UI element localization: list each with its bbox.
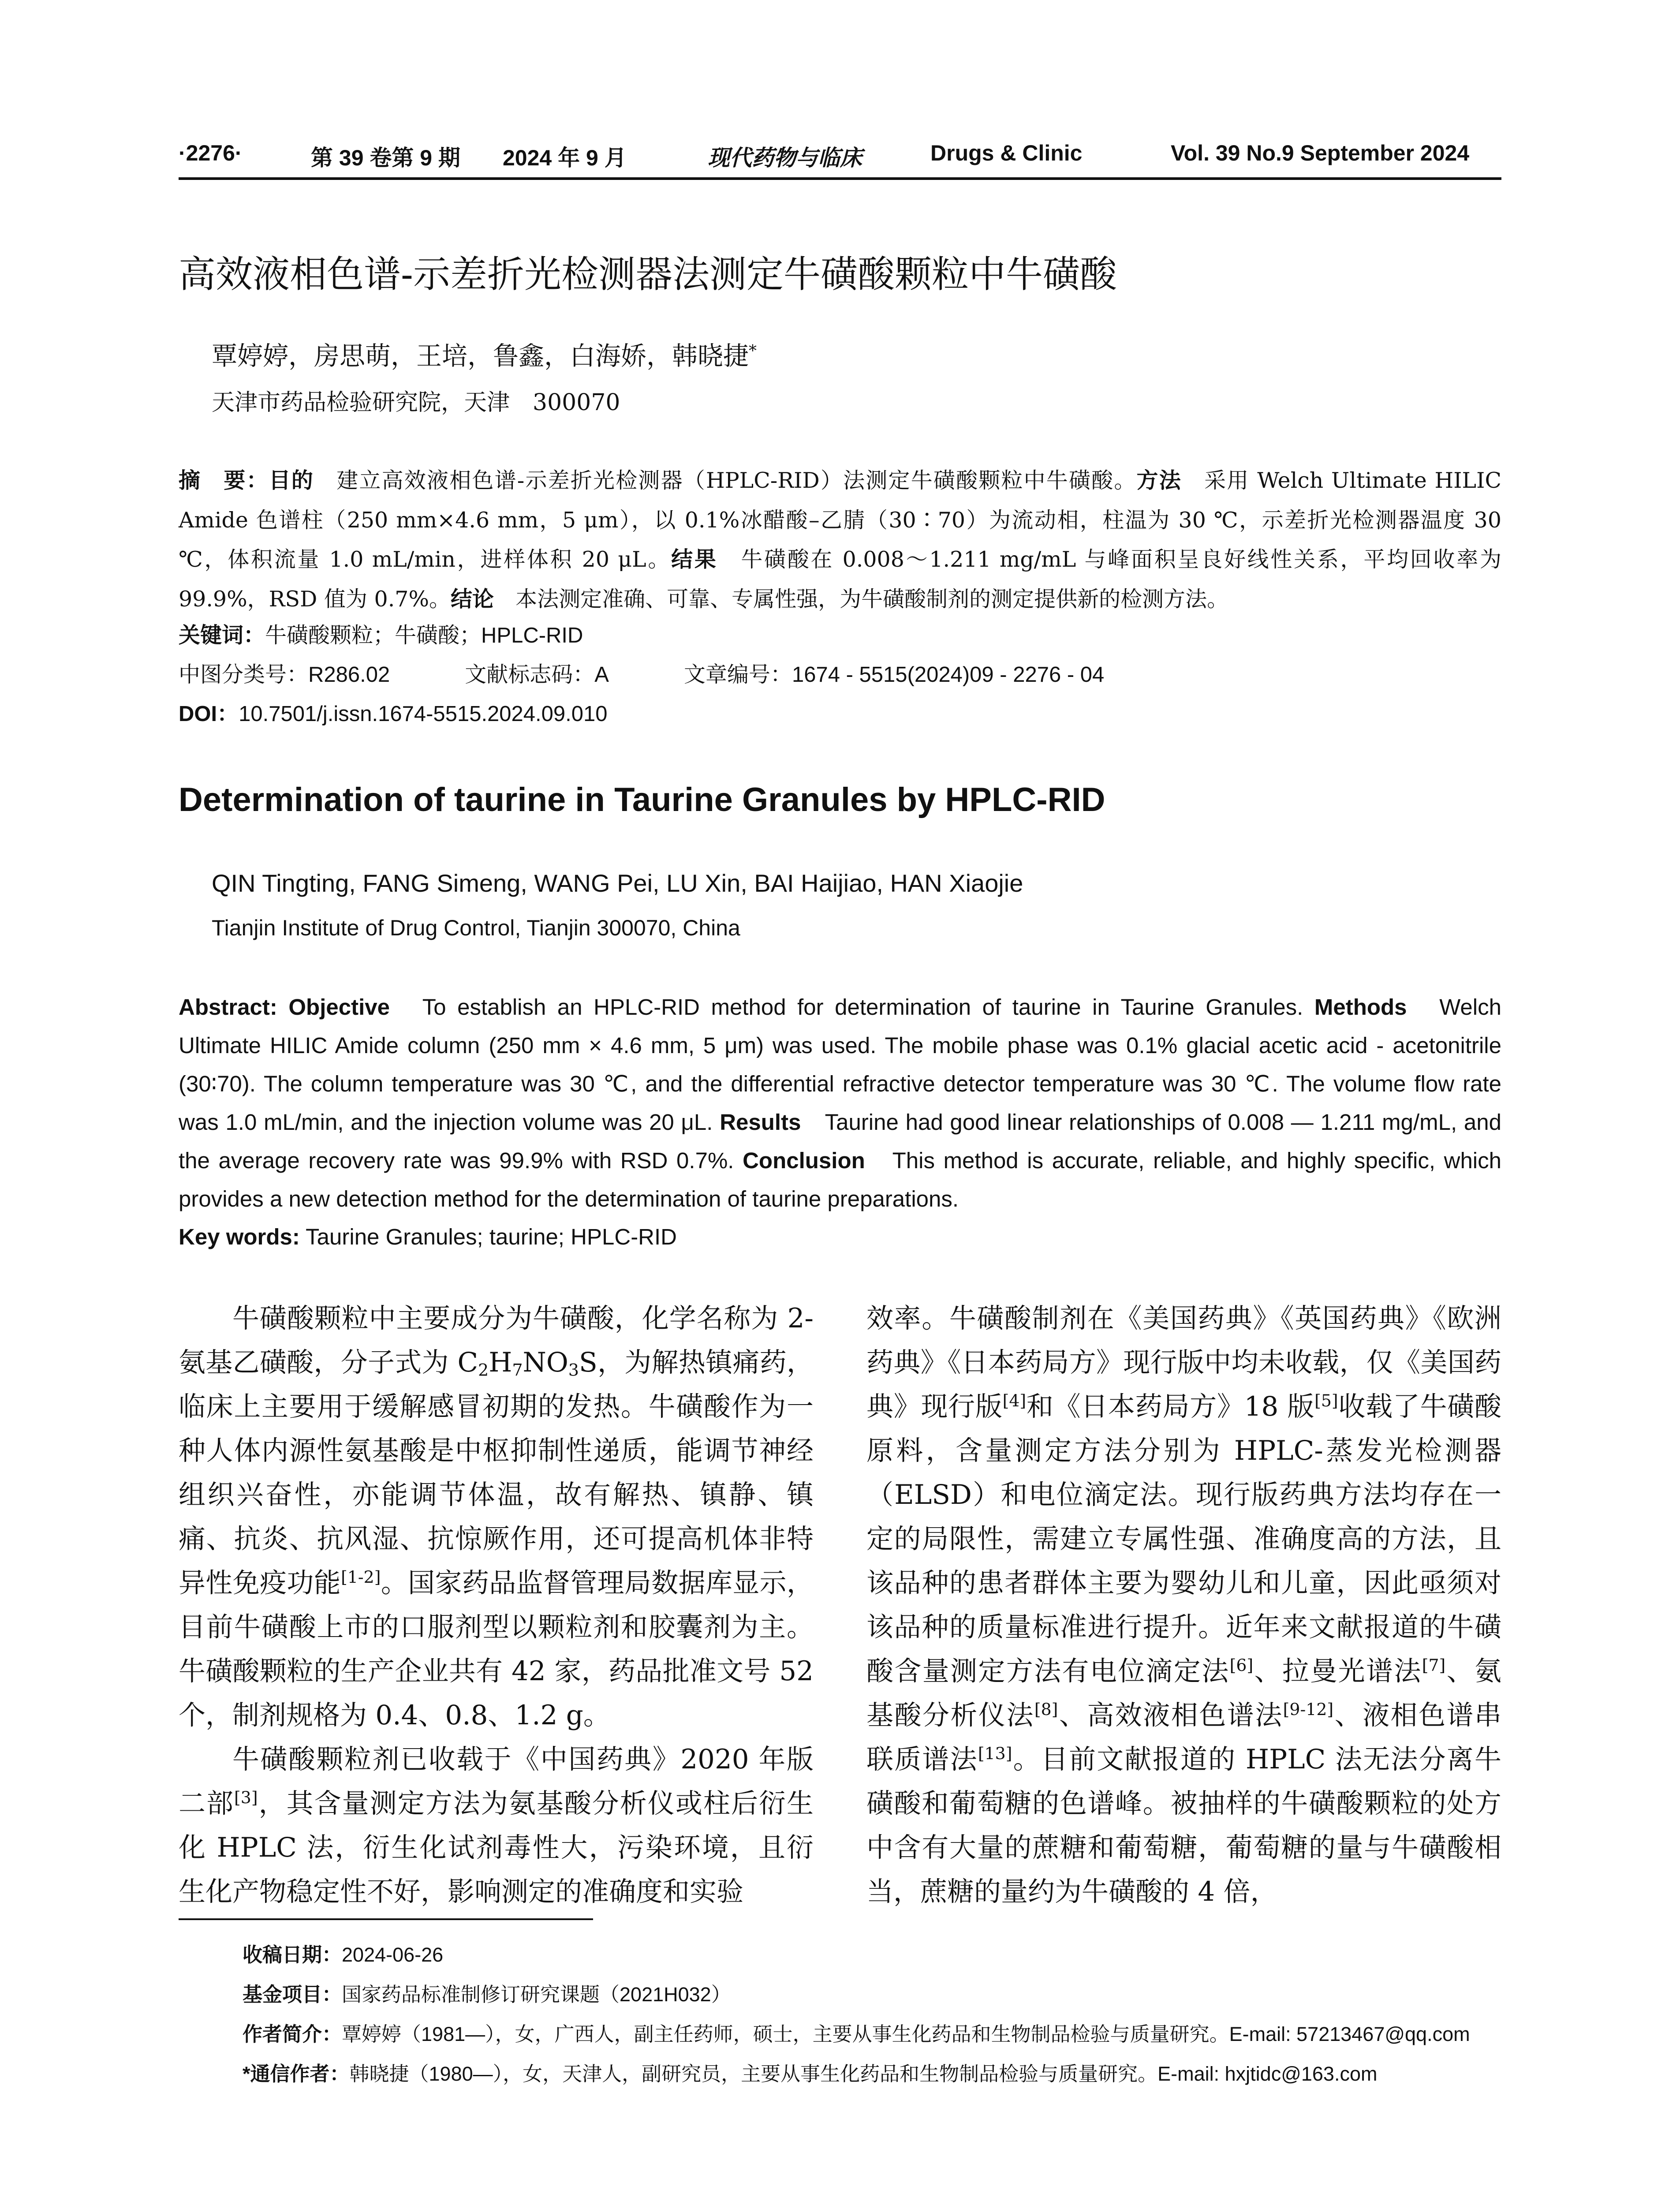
citation-ref: [8] xyxy=(1034,1700,1058,1719)
authors-en: QIN Tingting, FANG Simeng, WANG Pei, LU Xin, BAI Haijiao, HAN Xiaojie xyxy=(212,869,1023,897)
title-en: Determination of taurine in Taurine Granules by HPLC-RID xyxy=(179,781,1105,818)
body-text: 、高效液相色谱法 xyxy=(1058,1700,1283,1731)
abstract-cn-objective: 建立高效液相色谱-示差折光检测器（HPLC-RID）法测定牛磺酸颗粒中牛磺酸。 xyxy=(336,468,1137,493)
abstract-en-results: Taurine had good linear relationships of 0.008 — 1.211 mg/mL, and the average recovery rate was 99.9% with RSD 0.7%. xyxy=(179,1110,1501,1173)
abstract-en-methods-label: Methods xyxy=(1314,994,1407,1020)
footnote-label: *通信作者： xyxy=(243,2063,350,2085)
subscript: 3 xyxy=(568,1360,579,1380)
body-column-right xyxy=(866,1297,1501,1914)
abstract-cn-objective-label: 目的 xyxy=(269,469,314,493)
abstract-en-conclusion: This method is accurate, reliable, and highly specific, which provides a new detection method for the determination of taurine preparations. xyxy=(179,1148,1501,1211)
footnotes xyxy=(243,1935,1470,2094)
body-text: 收载了牛磺酸原料，含量测定方法分别为 HPLC-蒸发光检测器（ELSD）和电位滴定法。现行版药典方法均存在一定的局限性，需建立专属性强、准确度高的方法，且该品种的患者群体主要为婴幼儿和儿童，因此亟须对该品种的质量标准进行提升。近年来文献报道的牛磺酸含量测定方法有电位滴定法 xyxy=(866,1391,1501,1687)
footnote-author xyxy=(243,2014,1470,2054)
body-text: ，其含量测定方法为氨基酸分析仪或柱后衍生化 HPLC 法，衍生化试剂毒性大，污染环境，且衍生化产物稳定性不好，影响测定的准确度和实验 xyxy=(179,1788,814,1907)
document-code: 文献标志码：A xyxy=(465,663,609,687)
affiliation-cn: 天津市药品检验研究院，天津 300070 xyxy=(212,389,620,416)
doi-value: 10.7501/j.issn.1674-5515.2024.09.010 xyxy=(239,702,608,726)
body-text: S，为解热镇痛药，临床上主要用于缓解感冒初期的发热。牛磺酸作为一种人体内源性氨基酸是中枢抑制性递质，能调节神经组织兴奋性，亦能调节体温，故有解热、镇静、镇痛、抗炎、抗风湿、抗惊厥作用，还可提高机体非特异性免疫功能 xyxy=(179,1347,814,1599)
abstract-cn-results: 牛磺酸在 0.008～1.211 mg/mL 与峰面积呈良好线性关系，平均回收率为 99.9%，RSD 值为 0.7%。 xyxy=(179,547,1501,612)
running-header xyxy=(179,140,1501,176)
abstract-en-results-label: Results xyxy=(720,1110,801,1135)
abstract-cn-methods: 采用 Welch Ultimate HILIC Amide 色谱柱（250 mm×4.6 mm，5 μm），以 0.1%冰醋酸–乙腈（30∶70）为流动相，柱温为 30 ℃，示差折光检测器温度 30 ℃，体积流量 1.0 mL/min，进样体积 20 μL。 xyxy=(179,468,1501,572)
abstract-en-label: Abstract: xyxy=(179,994,277,1020)
abstract-en xyxy=(179,988,1501,1218)
body-text: NO xyxy=(523,1347,568,1378)
classification-line xyxy=(179,658,1179,688)
footnote-label: 作者简介： xyxy=(243,2023,342,2045)
issue-cn: 第 39 卷第 9 期 xyxy=(311,146,460,170)
keywords-en xyxy=(179,1224,677,1250)
abstract-en-objective: To establish an HPLC-RID method for determination of taurine in Taurine Granules. xyxy=(422,994,1303,1020)
abstract-cn-conclusion: 本法测定准确、可靠、专属性强，为牛磺酸制剂的测定提供新的检测方法。 xyxy=(515,587,1229,612)
abstract-en-objective-label: Objective xyxy=(288,994,390,1020)
body-paragraph-2-continued xyxy=(866,1297,1501,1914)
doi-line xyxy=(179,697,608,728)
body-text: 和《日本药局方》18 版 xyxy=(1026,1391,1315,1422)
citation-ref: [1-2] xyxy=(341,1567,381,1587)
footnote-rule xyxy=(179,1918,593,1920)
body-text: 。国家药品监督管理局数据库显示，目前牛磺酸上市的口服剂型以颗粒剂和胶囊剂为主。牛磺酸颗粒的生产企业共有 42 家，药品批准文号 52 个，制剂规格为 0.4、0.8、1.2 g。 xyxy=(179,1567,814,1731)
citation-ref: [7] xyxy=(1422,1656,1446,1675)
clc-number: 中图分类号：R286.02 xyxy=(179,663,390,687)
corresponding-mark: * xyxy=(749,342,757,360)
header-rule xyxy=(179,177,1501,180)
body-text: 、氨基酸分析仪法 xyxy=(866,1656,1501,1731)
subscript: 2 xyxy=(478,1360,489,1380)
citation-ref: [6] xyxy=(1229,1656,1254,1675)
article-number: 文章编号：1674 - 5515(2024)09 - 2276 - 04 xyxy=(683,663,1105,687)
keywords-cn-label: 关键词： xyxy=(179,624,265,647)
abstract-en-conclusion-label: Conclusion xyxy=(743,1148,865,1173)
body-column-left xyxy=(179,1297,814,1914)
issue-en: Vol. 39 No.9 September 2024 xyxy=(1171,141,1470,165)
subscript: 7 xyxy=(512,1360,523,1380)
keywords-en-value: Taurine Granules; taurine; HPLC-RID xyxy=(306,1224,677,1249)
footnote-label: 收稿日期： xyxy=(243,1943,342,1966)
journal-name-en: Drugs & Clinic xyxy=(930,141,1083,165)
authors-cn xyxy=(212,335,757,372)
body-text: 、液相色谱串联质谱法 xyxy=(866,1700,1501,1775)
page-number: ·2276· xyxy=(179,141,243,165)
citation-ref: [5] xyxy=(1314,1391,1338,1411)
abstract-cn-label: 摘 要： xyxy=(179,469,269,493)
affiliation-en: Tianjin Institute of Drug Control, Tianjin 300070, China xyxy=(212,916,740,940)
footnote-text: 国家药品标准制修订研究课题（2021H032） xyxy=(342,1983,731,2006)
body-paragraph-2 xyxy=(179,1738,814,1914)
body-text: 牛磺酸颗粒剂已收载于《中国药典》2020 年版二部 xyxy=(179,1744,814,1819)
body-text: 效率。牛磺酸制剂在《美国药典》《英国药典》《欧洲药典》《日本药局方》现行版中均未收载，仅《美国药典》现行版 xyxy=(866,1303,1501,1422)
citation-ref: [3] xyxy=(234,1788,258,1808)
title-cn: 高效液相色谱-示差折光检测器法测定牛磺酸颗粒中牛磺酸 xyxy=(179,254,1117,295)
footnote-corresponding xyxy=(243,2054,1470,2094)
body-text: H xyxy=(489,1347,512,1378)
body-text: 牛磺酸颗粒中主要成分为牛磺酸，化学名称为 2-氨基乙磺酸，分子式为 C xyxy=(179,1303,814,1378)
abstract-cn-methods-label: 方法 xyxy=(1136,469,1182,493)
abstract-cn-conclusion-label: 结论 xyxy=(451,587,494,611)
keywords-en-label: Key words: xyxy=(179,1224,300,1249)
abstract-cn xyxy=(179,461,1501,619)
authors-cn-names: 覃婷婷，房思萌，王培，鲁鑫，白海娇，韩晓捷 xyxy=(212,341,749,371)
footnote-fund xyxy=(243,1975,1470,2014)
footnote-received xyxy=(243,1935,1470,1975)
footnote-text: 覃婷婷（1981—），女，广西人，副主任药师，硕士，主要从事生化药品和生物制品检验与质量研究。E-mail: 57213467@qq.com xyxy=(342,2023,1470,2045)
keywords-cn xyxy=(179,618,583,649)
journal-name-cn: 现代药物与临床 xyxy=(708,145,862,171)
body-paragraph-1 xyxy=(179,1297,814,1738)
abstract-cn-results-label: 结果 xyxy=(671,548,718,572)
footnote-text: 2024-06-26 xyxy=(342,1943,444,1966)
abstract-en-methods: Welch Ultimate HILIC Amide column (250 mm × 4.6 mm, 5 μm) was used. The mobile phase was 0.1% glacial acetic acid - acetonitrile (30∶70). The column temperature was 30 ℃, and the differential refractive detector temperature was 30 ℃. The volume flow rate was 1.0 mL/min, and the injection volume was 20 μL. xyxy=(179,994,1501,1135)
footnote-text: 韩晓捷（1980—），女，天津人，副研究员，主要从事生化药品和生物制品检验与质量研究。E-mail: hxjtidc@163.com xyxy=(349,2063,1378,2085)
doi-label: DOI： xyxy=(179,702,239,726)
footnote-label: 基金项目： xyxy=(243,1983,342,2006)
citation-ref: [4] xyxy=(1002,1391,1027,1411)
citation-ref: [13] xyxy=(978,1744,1012,1764)
date-cn: 2024 年 9 月 xyxy=(503,146,627,170)
body-text: 。目前文献报道的 HPLC 法无法分离牛磺酸和葡萄糖的色谱峰。被抽样的牛磺酸颗粒的处方中含有大量的蔗糖和葡萄糖，葡萄糖的量与牛磺酸相当，蔗糖的量约为牛磺酸的 4 倍， xyxy=(866,1744,1501,1907)
keywords-cn-value: 牛磺酸颗粒；牛磺酸；HPLC-RID xyxy=(265,624,583,647)
body-text: 、拉曼光谱法 xyxy=(1253,1656,1422,1687)
citation-ref: [9-12] xyxy=(1283,1700,1334,1719)
